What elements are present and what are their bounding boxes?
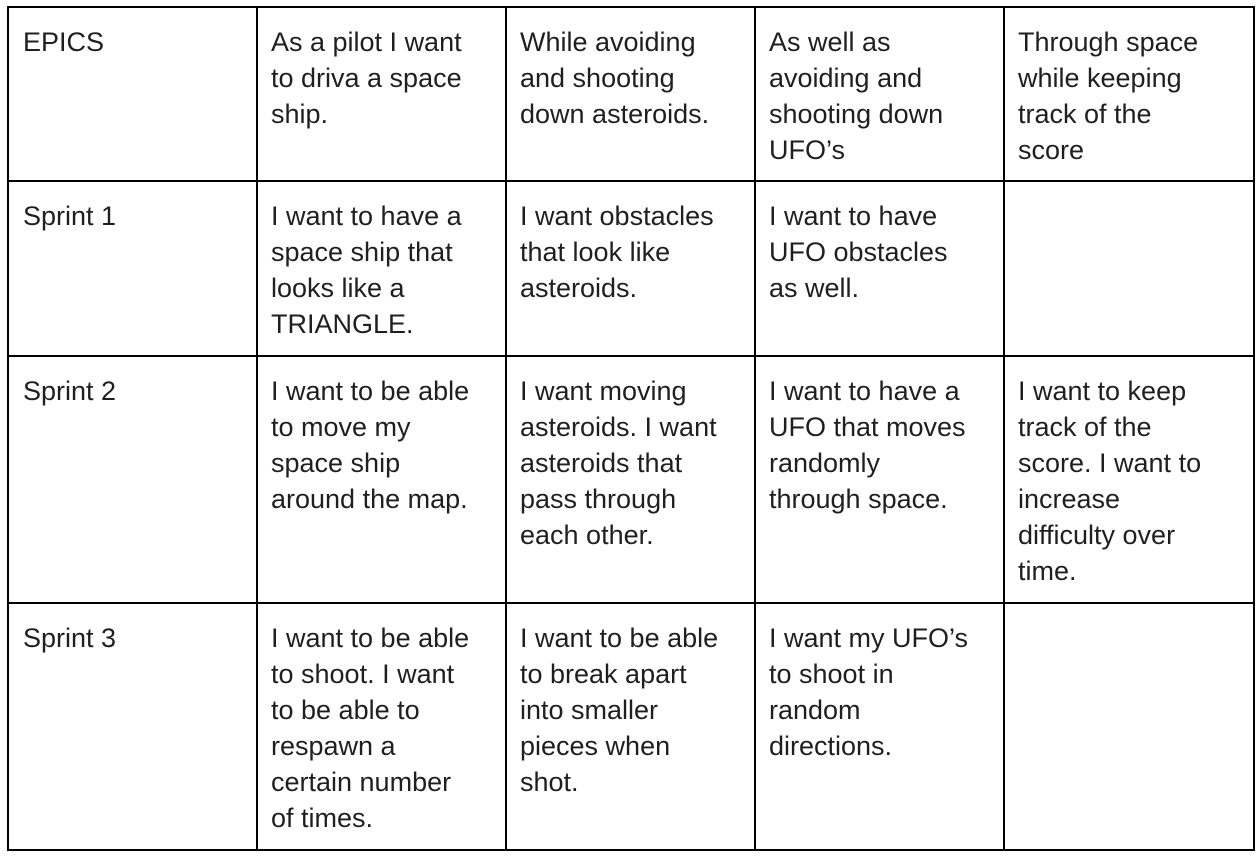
epics-sprint-table [7, 6, 1255, 851]
cell-text: As a pilot I want to driva a space ship. [271, 27, 462, 129]
row-label-text: Sprint 1 [23, 201, 117, 231]
row-label-sprint-2 [8, 356, 257, 603]
cell-text: Through space while keeping track of the score [1018, 27, 1199, 165]
cell-text: I want my UFO’s to shoot in random directions. [769, 623, 969, 761]
table-cell-empty [1004, 181, 1254, 356]
table-cell [506, 7, 755, 181]
row-label-text: Sprint 3 [23, 623, 117, 653]
table-cell [257, 603, 506, 850]
table-cell [755, 356, 1004, 603]
row-label-epics [8, 7, 257, 181]
cell-text: I want obstacles that look like asteroids. [520, 201, 714, 303]
table-row-sprint-3 [8, 603, 1254, 850]
table-cell [257, 7, 506, 181]
cell-text: I want to have a UFO that moves randomly through space. [769, 376, 966, 514]
table-cell-empty [1004, 603, 1254, 850]
table-cell [1004, 7, 1254, 181]
cell-text: I want to have UFO obstacles as well. [769, 201, 948, 303]
table-cell [257, 356, 506, 603]
table-cell [755, 7, 1004, 181]
row-label-text: Sprint 2 [23, 376, 117, 406]
table-row-sprint-2 [8, 356, 1254, 603]
table-cell [506, 181, 755, 356]
table-row-sprint-1 [8, 181, 1254, 356]
cell-text: I want to have a space ship that looks like a TRIANGLE. [271, 201, 462, 339]
table-row-epics [8, 7, 1254, 181]
row-label-sprint-1 [8, 181, 257, 356]
table-cell [506, 603, 755, 850]
row-label-text: EPICS [23, 27, 105, 57]
table-cell [506, 356, 755, 603]
cell-text: I want to be able to move my space ship around the map. [271, 376, 470, 514]
cell-text: I want to be able to shoot. I want to be able to respawn a certain number of times. [271, 623, 470, 833]
cell-text: I want to keep track of the score. I want to increase difficulty over time. [1018, 376, 1202, 586]
table-cell [755, 181, 1004, 356]
table-cell [257, 181, 506, 356]
cell-text: While avoiding and shooting down asteroids. [520, 27, 710, 129]
cell-text: I want moving asteroids. I want asteroids that pass through each other. [520, 376, 717, 550]
cell-text: I want to be able to break apart into smaller pieces when shot. [520, 623, 719, 797]
table-cell [755, 603, 1004, 850]
row-label-sprint-3 [8, 603, 257, 850]
table-cell [1004, 356, 1254, 603]
cell-text: As well as avoiding and shooting down UFO’s [769, 27, 944, 165]
